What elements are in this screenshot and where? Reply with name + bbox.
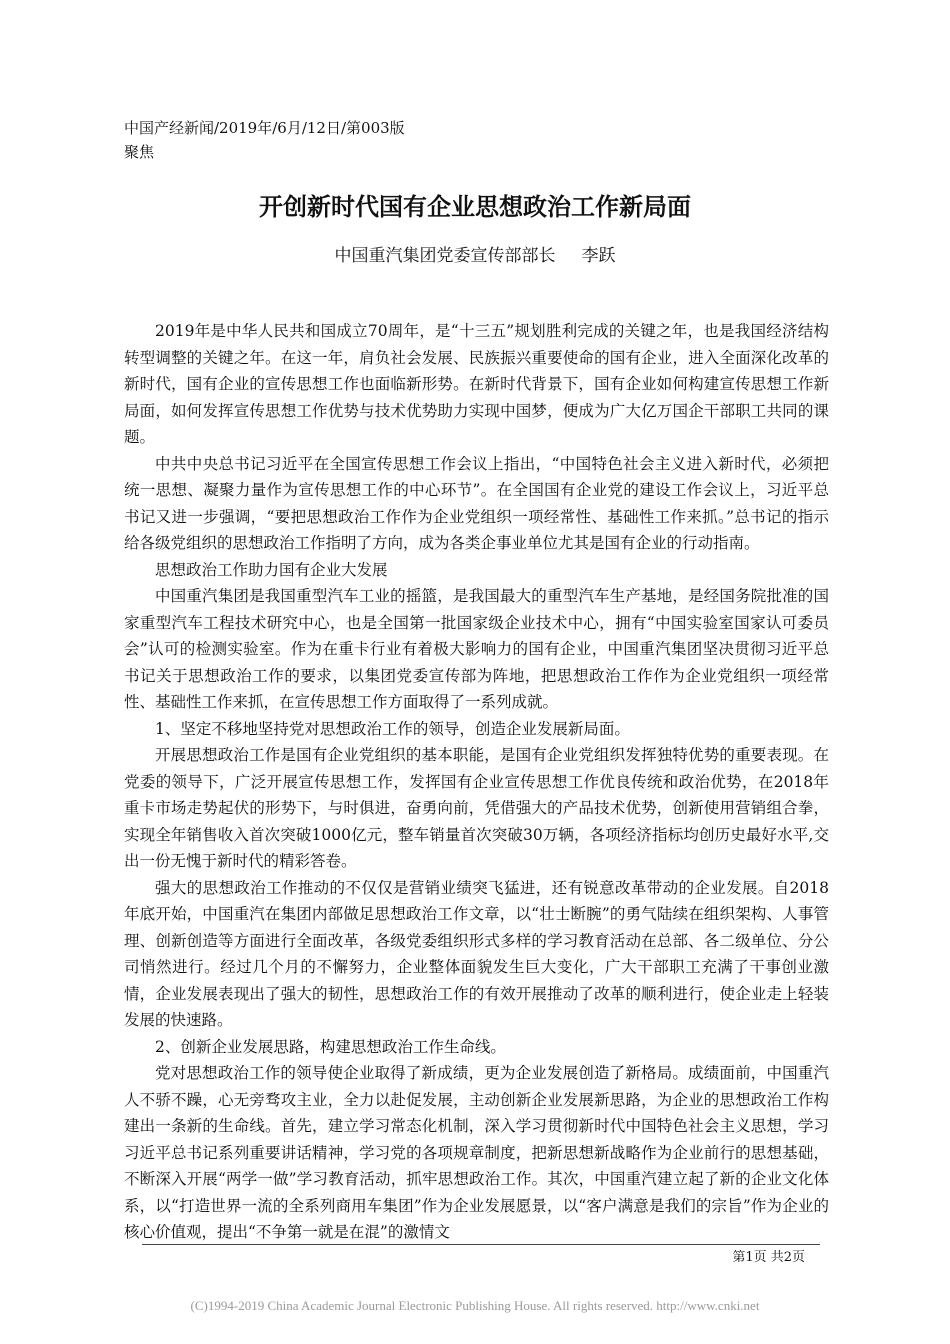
- paragraph: 中共中央总书记习近平在全国宣传思想工作会议上指出，“中国特色社会主义进入新时代，必须把统一思想、凝聚力量作为宣传思想工作的中心环节”。在全国国有企业党的建设工作会议上，习近平总书记又进一步强调，“要把思想政治工作作为企业党组织一项经常性、基础性工作来抓。”总书记的指示给各级党组织的思想政治工作指明了方向，成为各类企事业单位尤其是国有企业的行动指南。: [124, 454, 829, 552]
- paragraph: 开展思想政治工作是国有企业党组织的基本职能，是国有企业党组织发挥独特优势的重要表现。在党委的领导下，广泛开展宣传思想工作，发挥国有企业宣传思想工作优良传统和政治优势，在2018年重卡市场走势起伏的形势下，与时俱进，奋勇向前，凭借强大的产品技术优势，创新使用营销组合拳，实现全年销售收入首次突破1000亿元，整车销量首次突破30万辆，各项经济指标均创历史最好水平,交出一份无愧于新时代的精彩答卷。: [124, 746, 829, 870]
- paragraph: 2019年是中华人民共和国成立70周年，是“十三五”规划胜利完成的关键之年，也是我国经济结构转型调整的关键之年。在这一年，肩负社会发展、民族振兴重要使命的国有企业，进入全面深化改革的新时代，国有企业的宣传思想工作也面临新形势。在新时代背景下，国有企业如何构建宣传思想工作新局面，如何发挥宣传思想工作优势与技术优势助力实现中国梦，便成为广大亿万国企干部职工共同的课题。: [124, 322, 829, 446]
- section-label: 聚焦: [124, 143, 155, 161]
- article-body: [124, 318, 829, 1246]
- paragraph: 党对思想政治工作的领导使企业取得了新成绩，更为企业发展创造了新格局。成绩面前，中国重汽人不骄不躁，心无旁骛攻主业，全力以赴促发展，主动创新企业发展新思路，为企业的思想政治工作构建出一条新的生命线。首先，建立学习常态化机制，深入学习贯彻新时代中国特色社会主义思想，学习习近平总书记系列重要讲话精神，学习党的各项规章制度，把新思想新战略作为企业前行的思想基础，不断深入开展“两学一做”学习教育活动，抓牢思想政治工作。其次，中国重汽建立起了新的企业文化体系，以“打造世界一流的全系列商用车集团”作为企业发展愿景，以“客户满意是我们的宗旨”作为企业的核心价值观，提出“不争第一就是在混”的激情文: [124, 1064, 829, 1241]
- source-line: 中国产经新闻/2019年/6月/12日/第003版: [124, 119, 405, 137]
- paragraph: 中国重汽集团是我国重型汽车工业的摇篮，是我国最大的重型汽车生产基地，是经国务院批准的国家重型汽车工程技术研究中心，也是全国第一批国家级企业技术中心，拥有“中国实验室国家认可委员会”认可的检测实验室。作为在重卡行业有着极大影响力的国有企业，中国重汽集团坚决贯彻习近平总书记关于思想政治工作的要求，以集团党委宣传部为阵地，把思想政治工作作为企业党组织一项经常性、基础性工作来抓，在宣传思想工作方面取得了一系列成就。: [124, 587, 829, 711]
- source-info: [124, 116, 405, 164]
- footer-divider: [142, 1244, 820, 1245]
- numbered-heading: 1、坚定不移地坚持党对思想政治工作的领导，创造企业发展新局面。: [155, 719, 630, 738]
- author-org: 中国重汽集团党委宣传部部长: [334, 246, 556, 266]
- copyright-notice: (C)1994-2019 China Academic Journal Electronic Publishing House. All rights reserved. http://www.cnki.net: [190, 1298, 760, 1313]
- numbered-heading: 2、创新企业发展思路，构建思想政治工作生命线。: [155, 1037, 506, 1056]
- article-title: 开创新时代国有企业思想政治工作新局面: [259, 192, 691, 221]
- author-name: 李跃: [581, 246, 616, 266]
- paragraph: 强大的思想政治工作推动的不仅仅是营销业绩突飞猛进，还有锐意改革带动的企业发展。自2018年底开始，中国重汽在集团内部做足思想政治工作文章，以“壮士断腕”的勇气陆续在组织架构、人事管理、创新创造等方面进行全面改革，各级党委组织形式多样的学习教育活动在总部、各二级单位、分公司悄然进行。经过几个月的不懈努力，企业整体面貌发生巨大变化，广大干部职工充满了干事创业激情，企业发展表现出了强大的韧性，思想政治工作的有效开展推动了改革的顺利进行，使企业走上轻装发展的快速路。: [124, 878, 829, 1029]
- subheading: 思想政治工作助力国有企业大发展: [155, 560, 388, 579]
- page-number: 第1页 共2页: [732, 1250, 805, 1265]
- byline: [0, 242, 950, 270]
